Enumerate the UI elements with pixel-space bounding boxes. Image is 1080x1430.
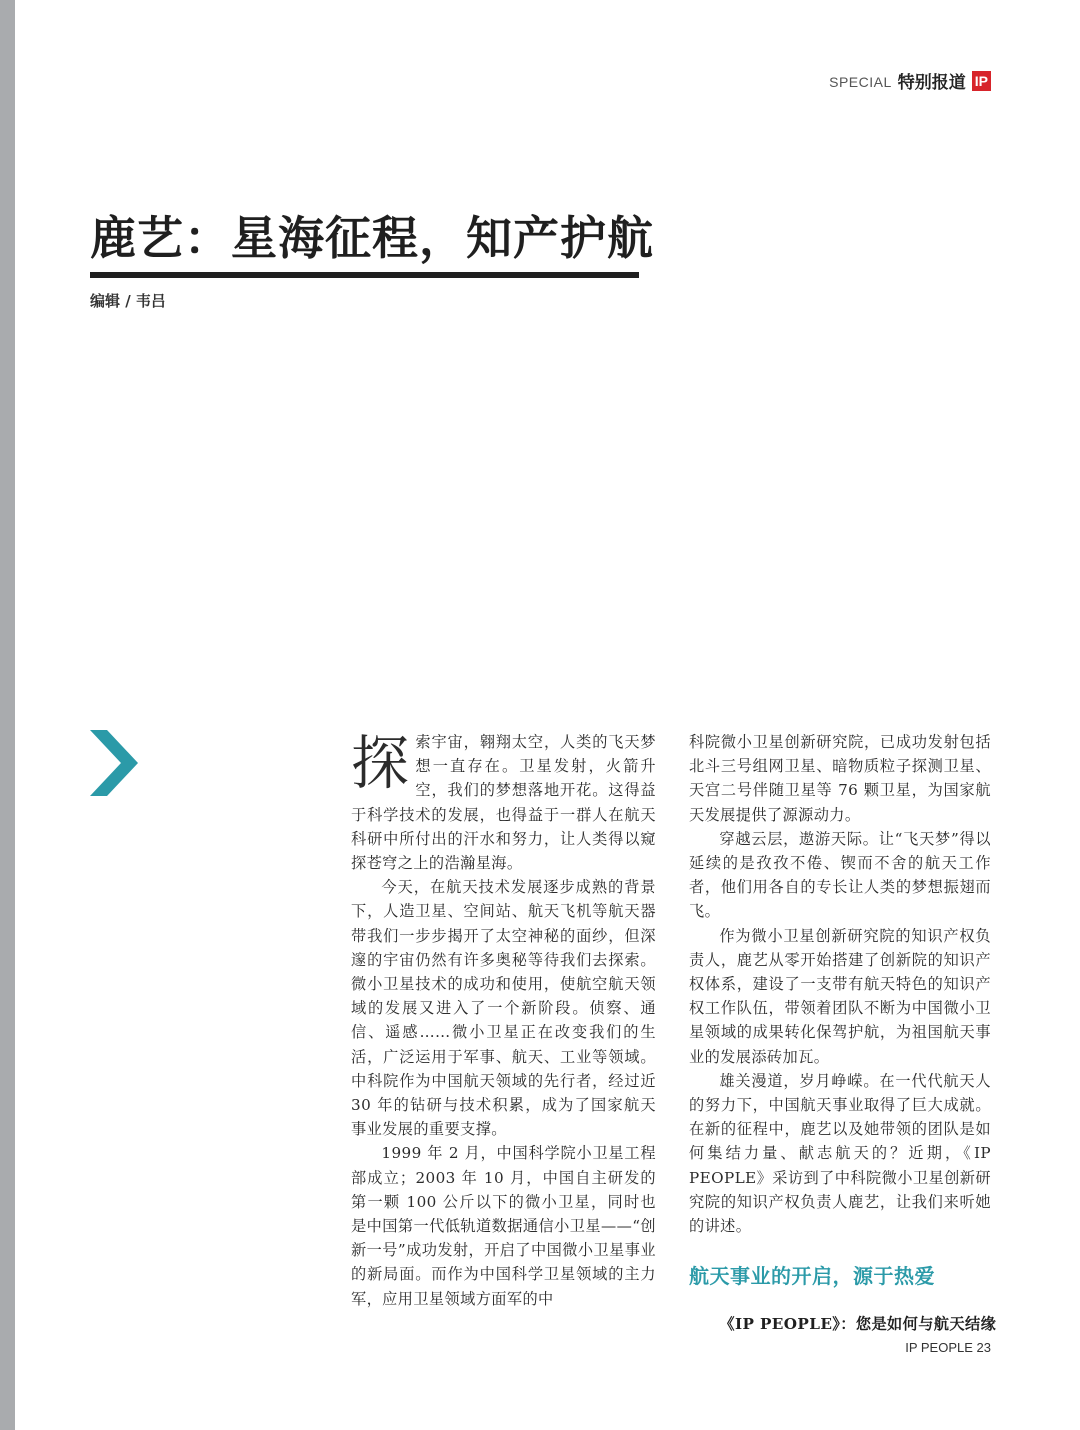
section-label-zh: 特别报道 (897, 73, 966, 93)
page-spine (0, 0, 15, 1430)
interview-question: 《IP PEOPLE》：您是如何与航天结缘 (719, 1315, 997, 1334)
article-title: 鹿艺：星海征程，知产护航 (90, 211, 654, 265)
body-paragraph: 穿越云层，遨游天际。让“飞天梦”得以延续的是孜孜不倦、锲而不舍的航天工作者，他们用各自的专长让人类的梦想振翅而飞。 (689, 829, 991, 921)
body-paragraph: 作为微小卫星创新研究院的知识产权负责人，鹿艺从零开始搭建了创新院的知识产权体系，建设了一支带有航天特色的知识产权工作队伍，带领着团队不断为中国微小卫星领域的成果转化保驾护航，为祖国航天事业的发展添砖加瓦。 (689, 926, 991, 1066)
body-paragraph: 科院微小卫星创新研究院，已成功发射包括北斗三号组网卫星、暗物质粒子探测卫星、天宫二号伴随卫星等 76 颗卫星，为国家航天发展提供了源源动力。 (689, 733, 991, 824)
title-underline (90, 272, 639, 278)
page-footer (905, 1340, 991, 1355)
body-column-right (689, 730, 997, 1336)
page-number: 23 (976, 1340, 991, 1355)
section-label-en: SPECIAL (829, 74, 892, 90)
chevron-right-icon (90, 730, 138, 796)
body-paragraph (351, 730, 656, 875)
body-paragraph: 1999 年 2 月，中国科学院小卫星工程部成立；2003 年 10 月，中国自主研发的第一颗 100 公斤以下的微小卫星，同时也是中国第一代低轨道数据通信小卫星——“创新一号”成功发射，开启了中国微小卫星事业的新局面。而作为中国科学卫星领域的主力军，应用卫星领域方面军的中 (351, 1144, 656, 1308)
ip-badge: IP (972, 71, 991, 91)
editor-credit: 编辑 / 韦吕 (90, 292, 166, 310)
section-header (829, 68, 991, 93)
body-column-left (351, 730, 656, 1311)
body-paragraph: 雄关漫道，岁月峥嵘。在一代代航天人的努力下，中国航天事业取得了巨大成就。在新的征程中，鹿艺以及她带领的团队是如何集结力量、献志航天的？近期，《IP PEOPLE》采访到了中科院微小卫星创新研究院的知识产权负责人鹿艺，让我们来听她的讲述。 (689, 1071, 991, 1236)
paragraph-text: 索宇宙，翱翔太空，人类的飞天梦想一直存在。卫星发射，火箭升空，我们的梦想落地开花。这得益于科学技术的发展，也得益于一群人在航天科研中所付出的汗水和努力，让人类得以窥探苍穹之上的浩瀚星海。 (351, 733, 656, 873)
drop-cap: 探 (351, 729, 410, 797)
body-paragraph: 今天，在航天技术发展逐步成熟的背景下，人造卫星、空间站、航天飞机等航天器带我们一步步揭开了太空神秘的面纱，但深邃的宇宙仍然有许多奥秘等待我们去探索。微小卫星技术的成功和使用，使航空航天领域的发展又进入了一个新阶段。侦察、通信、遥感……微小卫星正在改变我们的生活，广泛运用于军事、航天、工业等领域。中科院作为中国航天领域的先行者，经过近 30 年的钻研与技术积累，成为了国家航天事业发展的重要支撑。 (351, 878, 656, 1139)
magazine-name: IP PEOPLE (905, 1340, 973, 1355)
section-subheading: 航天事业的开启，源于热爱 (689, 1264, 935, 1289)
